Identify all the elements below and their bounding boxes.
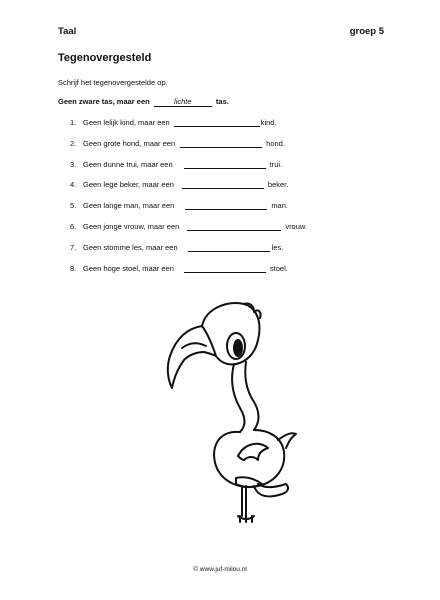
flamingo-drawing — [158, 298, 298, 528]
example-suffix: tas. — [215, 97, 229, 106]
example-sentence — [58, 97, 229, 107]
subject-label: Taal — [58, 26, 77, 37]
flamingo-beak — [168, 326, 216, 388]
exercise-item — [70, 243, 307, 264]
item-prompt: Geen lege beker, maar een — [83, 180, 174, 190]
answer-blank[interactable] — [187, 222, 281, 231]
exercise-list — [70, 118, 307, 284]
item-end: stoel. — [269, 263, 288, 273]
item-number: 4. — [70, 180, 77, 190]
item-end: trui. — [269, 159, 283, 169]
item-prompt: Geen lange man, maar een — [83, 201, 175, 211]
item-prompt: Geen grote hond, maar een — [83, 138, 176, 148]
flamingo-tail — [278, 433, 296, 448]
exercise-item — [70, 180, 307, 201]
flamingo-neck-front — [232, 364, 245, 432]
answer-blank[interactable] — [188, 243, 270, 252]
page-title: Tegenovergesteld — [58, 52, 152, 64]
exercise-item — [70, 160, 307, 181]
item-prompt: Geen hoge stoel, maar een — [83, 263, 174, 273]
item-prompt: Geen dunne trui, maar een — [83, 159, 173, 169]
item-number: 5. — [70, 201, 77, 211]
item-end: hond. — [266, 138, 285, 148]
item-prompt: Geen jonge vrouw, maar een — [83, 221, 180, 231]
copyright-footer: © www.juf-milou.nl — [193, 566, 247, 573]
item-end: les. — [271, 242, 284, 252]
exercise-item — [70, 139, 307, 160]
item-prompt: Geen lelijk kind, maar een — [83, 118, 170, 127]
exercise-item — [70, 264, 307, 285]
group-label: groep 5 — [349, 26, 384, 37]
example-prefix: Geen zware tas, maar een — [58, 97, 150, 106]
item-end: vrouw. — [285, 221, 307, 231]
item-number: 6. — [70, 221, 77, 231]
exercise-item — [70, 201, 307, 222]
item-number: 8. — [70, 263, 77, 273]
item-number: 7. — [70, 242, 77, 252]
answer-blank[interactable] — [184, 264, 266, 273]
item-prompt: Geen stomme les, maar een — [83, 242, 178, 252]
flamingo-wing — [238, 444, 268, 460]
answer-blank[interactable] — [182, 180, 264, 189]
item-end: beker. — [267, 180, 289, 190]
item-end: kind. — [260, 118, 277, 127]
example-answer: lichte — [154, 98, 212, 107]
item-number: 1. — [70, 118, 77, 127]
exercise-item — [70, 222, 307, 243]
answer-blank[interactable] — [174, 118, 260, 127]
answer-blank[interactable] — [185, 201, 267, 210]
flamingo-pupil — [233, 339, 243, 357]
answer-blank[interactable] — [180, 139, 262, 148]
flamingo-beak-line — [182, 343, 206, 348]
item-number: 2. — [70, 138, 77, 148]
answer-blank[interactable] — [184, 160, 266, 169]
instruction-text: Schrijf het tegenovergestelde op. — [58, 78, 168, 87]
exercise-item — [70, 118, 307, 139]
item-number: 3. — [70, 159, 77, 169]
flamingo-neck-back — [245, 362, 258, 430]
flamingo-knee-band — [236, 477, 262, 487]
item-end: man. — [271, 201, 288, 211]
